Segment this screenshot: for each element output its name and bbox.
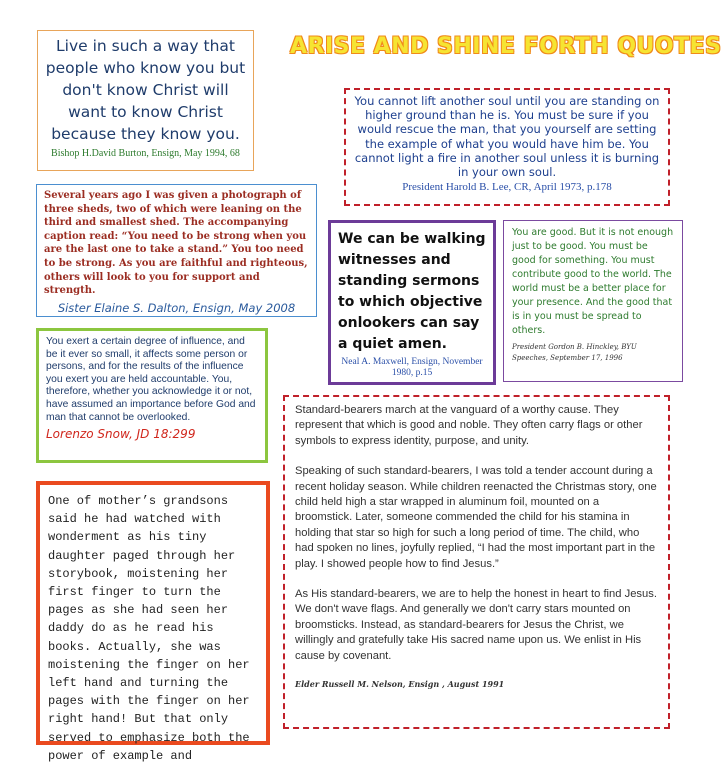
quote-paragraph: Standard-bearers march at the vanguard of a worthy cause. They represent that which is good and noble. They often carry flags or other symbols to express identity, purpose, and unity. [295, 404, 643, 447]
quote-text: One of mother’s grandsons said he had watched with wonderment as his tiny daughter paged through her storybook, moistening her first finger to turn the pages as she had seen her daddy do as he read his books. Actually, she was moistening the finger on her left hand and turning the pages with the finger on her right hand! But that only served to emphasize both the power of example and [48, 494, 250, 763]
quote-text: You cannot lift another soul until you are standing on higher ground than he is. You must be sure if you would rescue the man, that you yourself are setting the example of what you would have him be. You cannot light a fire in another soul unless it is burning in your own soul. [354, 94, 660, 180]
quote-citation: Elder Russell M. Nelson, Ensign , August 1991 [295, 679, 505, 690]
quote-text: We can be walking witnesses and standing sermons to which objective onlookers can say a quiet amen. [338, 231, 486, 352]
quote-citation: President Harold B. Lee, CR, April 1973, p.178 [402, 181, 612, 194]
quote-box-maxwell [328, 220, 496, 385]
quote-citation: Bishop H.David Burton, Ensign, May 1994, 68 [51, 148, 240, 159]
quote-citation: Sister Elaine S. Dalton, Ensign, May 2008 [57, 300, 296, 315]
quote-paragraph: Speaking of such standard-bearers, I was told a tender account during a recent holiday season. While children reenacted the Christmas story, one child held high a star wrapped in aluminum foil, mounted on a broomstick. Later, someone commended the child for his stamina in holding that star so high for such a long period of time. The child, who had spoken no lines, joyfully replied, “I had the most important part in the play. I showed people how to find Jesus.” [295, 465, 657, 570]
quote-box-burton [37, 30, 254, 171]
quote-text: Several years ago I was given a photograph of three sheds, two of which were leaning on the third and smallest shed. The accompanying caption read: “You need to be strong when you are the last one to take a stand.” You too need to be strong. As you are faithful and righteous, others will look to you for support and strength. [44, 190, 308, 297]
quote-box-lee [344, 88, 670, 206]
quote-box-hinckley [503, 220, 683, 382]
quote-paragraph: As His standard-bearers, we are to help the honest in heart to find Jesus. We don't wave flags. And generally we don't carry stars mounted on broomsticks. Instead, as standard-bearers for Jesus the Christ, we willingly and gratefully take His sacred name upon us. We enlist in His cause by covenant. [295, 588, 657, 662]
quote-citation: Lorenzo Snow, JD 18:299 [46, 427, 196, 442]
quote-citation: Neal A. Maxwell, Ensign, November 1980, p.15 [341, 357, 483, 378]
quote-text: You exert a certain degree of influence, and be it ever so small, it affects some person or persons, and for the results of the influence you exert you are held accountable. You, therefore, whether you acknowledge it or not, have assumed an importance before God and man that cannot be overlooked. [46, 336, 256, 423]
quote-box-grandson [36, 481, 270, 763]
quote-text: Live in such a way that people who know you but don't know Christ will want to know Christ because they know you. [45, 37, 246, 143]
quote-box-nelson [283, 395, 670, 729]
quote-text: You are good. But it is not enough just to be good. You must be good for something. You must contribute good to the world. The world must be a better place for your presence. And the good that is in you must be spread to others. [512, 227, 674, 336]
quote-box-dalton [36, 184, 317, 317]
quote-box-snow [36, 328, 268, 463]
quote-citation: President Gordon B. Hinckley, BYU Speeches, September 17, 1996 [512, 343, 637, 362]
page-title: ARISE AND SHINE FORTH QUOTES [290, 34, 722, 59]
